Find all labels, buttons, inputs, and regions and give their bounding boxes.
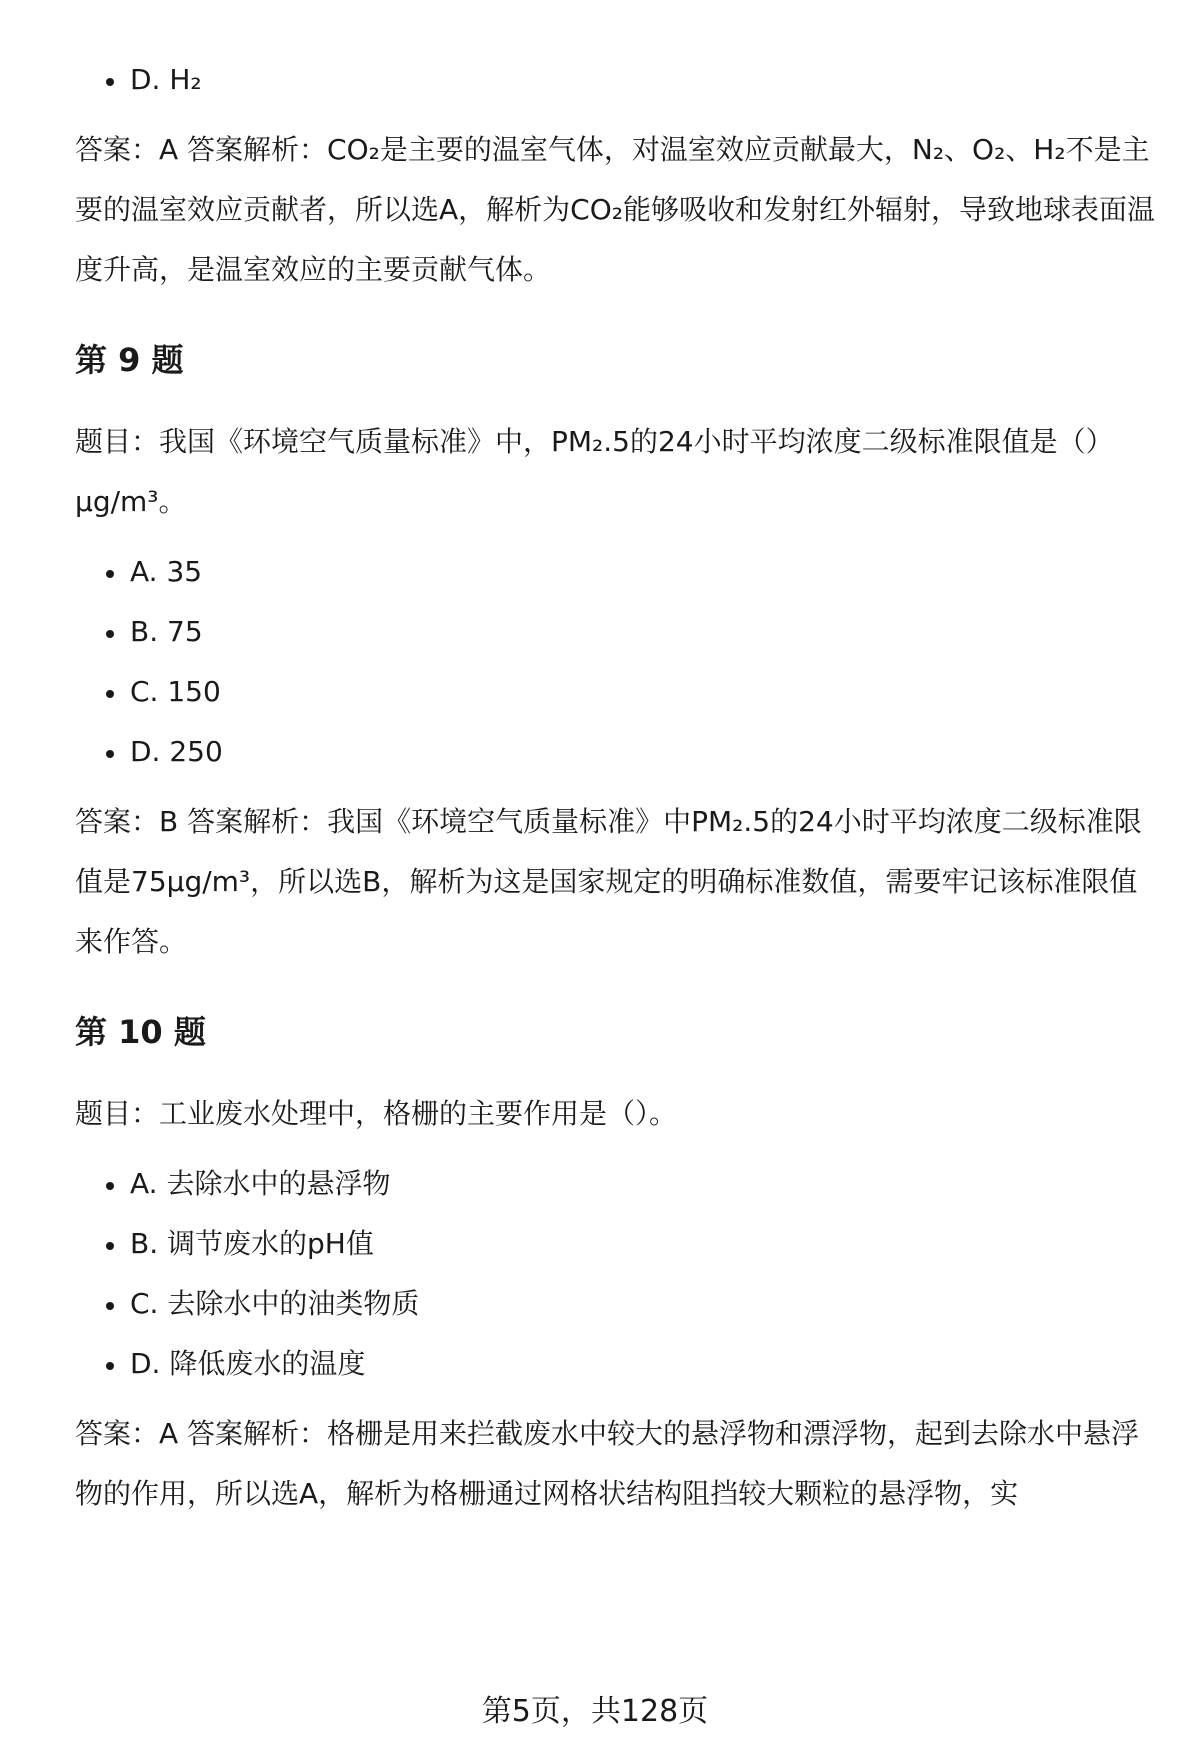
option-d: D. H₂ (75, 60, 1165, 100)
option-c: C. 150 (75, 672, 1165, 712)
q10-answer: 答案：A 答案解析：格栅是用来拦截废水中较大的悬浮物和漂浮物，起到去除水中悬浮物的作用，所以选A，解析为格栅通过网格状结构阻挡较大颗粒的悬浮物，实 (75, 1417, 1140, 1510)
option-c: C. 去除水中的油类物质 (75, 1284, 1165, 1324)
q9-heading: 第 9 题 (75, 341, 184, 379)
option-d: D. 250 (75, 732, 1165, 772)
page-footer: 第5页，共128页 (481, 1694, 709, 1729)
q9-options-list (75, 552, 1165, 772)
option-b: B. 调节废水的pH值 (75, 1224, 1165, 1264)
option-b: B. 75 (75, 612, 1165, 652)
q9-answer: 答案：B 答案解析：我国《环境空气质量标准》中PM₂.5的24小时平均浓度二级标准限值是75μg/m³，所以选B，解析为这是国家规定的明确标准数值，需要牢记该标准限值来作答。 (75, 805, 1142, 958)
q10-question: 题目：工业废水处理中，格栅的主要作用是（）。 (75, 1097, 678, 1130)
q8-answer: 答案：A 答案解析：CO₂是主要的温室气体，对温室效应贡献最大，N₂、O₂、H₂不是主要的温室效应贡献者，所以选A，解析为CO₂能够吸收和发射红外辐射，导致地球表面温度升高，是温室效应的主要贡献气体。 (75, 133, 1155, 286)
q8-options-list (75, 60, 1165, 100)
option-a: A. 去除水中的悬浮物 (75, 1164, 1165, 1204)
option-a: A. 35 (75, 552, 1165, 592)
q9-question: 题目：我国《环境空气质量标准》中，PM₂.5的24小时平均浓度二级标准限值是（）μg/m³。 (75, 425, 1114, 518)
q10-heading: 第 10 题 (75, 1013, 206, 1051)
q10-options-list (75, 1164, 1165, 1384)
option-d: D. 降低废水的温度 (75, 1344, 1165, 1384)
page-content (75, 60, 1165, 1524)
